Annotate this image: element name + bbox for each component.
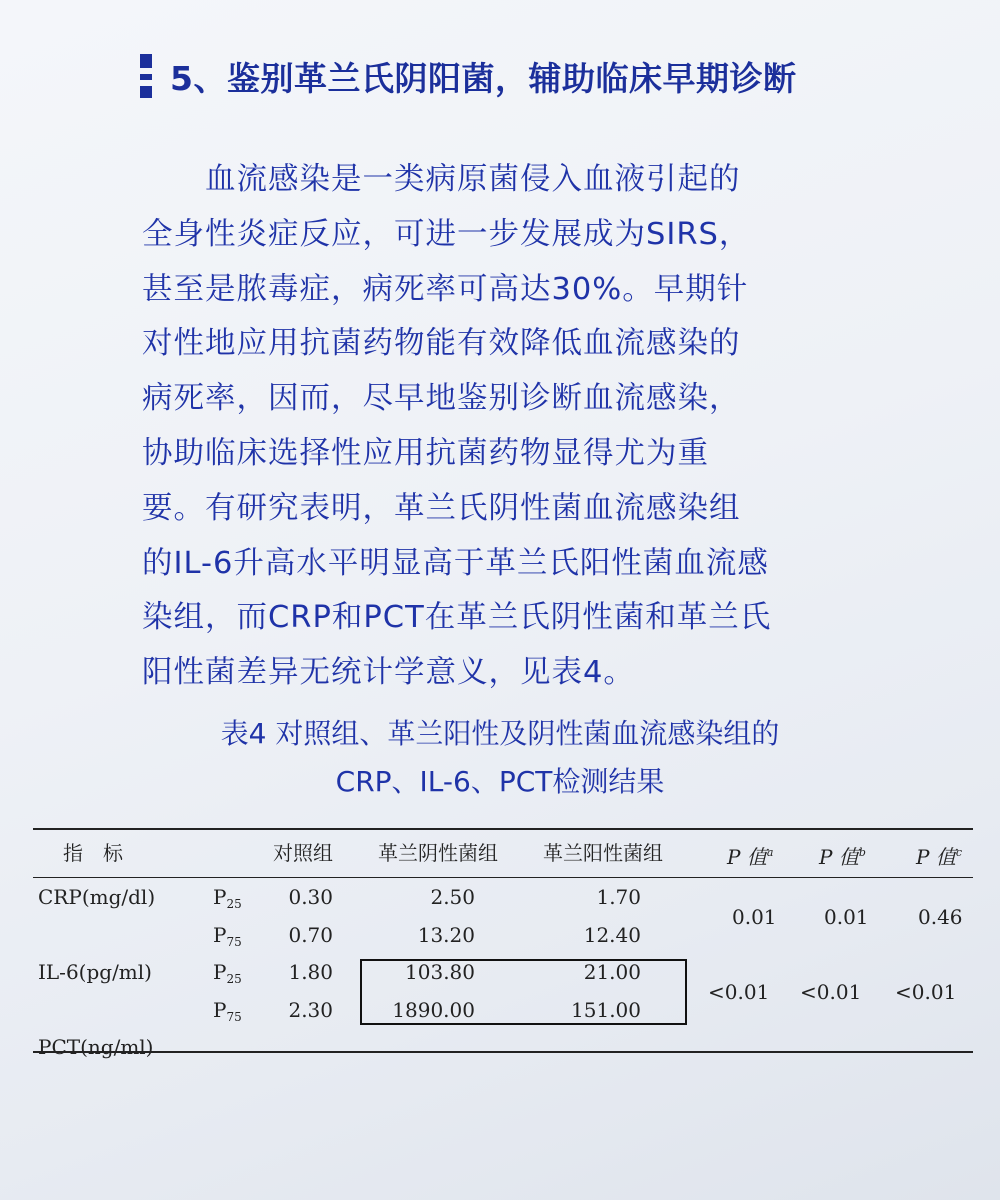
table-cell: 21.00 <box>583 960 641 984</box>
paragraph-line: 要。有研究表明，革兰氏阴性菌血流感染组 <box>142 490 741 526</box>
table-cell: 0.70 <box>288 923 333 947</box>
table-cell: 0.30 <box>288 885 333 909</box>
p-value-a: <0.01 <box>708 980 770 1004</box>
header-negative: 革兰阴性菌组 <box>378 841 498 865</box>
p-value-b: <0.01 <box>800 980 862 1004</box>
header-control: 对照组 <box>273 841 333 865</box>
header-indicator: 指 标 <box>63 841 123 865</box>
header-positive: 革兰阳性菌组 <box>543 841 663 865</box>
paragraph-line: 甚至是脓毒症，病死率可高达30%。早期针 <box>142 271 749 307</box>
paragraph-line: 的IL-6升高水平明显高于革兰氏阳性菌血流感 <box>142 545 769 581</box>
section-heading <box>140 48 796 104</box>
paragraph-line: 病死率，因而，尽早地鉴别诊断血流感染， <box>142 381 741 417</box>
paragraph-line: 全身性炎症反应，可进一步发展成为SIRS， <box>142 216 751 252</box>
p-value-c: <0.01 <box>895 980 957 1004</box>
table-cell: 103.80 <box>405 960 475 984</box>
percentile-label: $P_{75}$ <box>213 923 242 949</box>
header-p-c-sup: c <box>955 846 962 859</box>
paragraph-line: 血流感染是一类病原菌侵入血液引起的 <box>142 162 741 197</box>
table-cell: 2.50 <box>430 885 475 909</box>
table-top-rule <box>33 828 973 830</box>
table-cell: 1.80 <box>288 960 333 984</box>
header-p-b-sup: b <box>858 846 866 859</box>
heading-bullet-icon <box>140 54 152 98</box>
table-cell: 12.40 <box>583 923 641 947</box>
paragraph-line: 对性地应用抗菌药物能有效降低血流感染的 <box>142 326 741 362</box>
header-p-c-text: P 值 <box>916 845 956 869</box>
header-p-a-text: P 值 <box>727 845 767 869</box>
percentile-label: $P_{25}$ <box>213 960 242 986</box>
paragraph-line: 染组，而CRP和PCT在革兰氏阴性菌和革兰氏 <box>142 600 772 636</box>
paragraph-line: 阳性菌差异无统计学意义，见表4。 <box>142 655 635 691</box>
percentile-label: $P_{75}$ <box>213 998 242 1024</box>
p-value-c: 0.46 <box>918 905 963 929</box>
row-indicator-crp: CRP(mg/dl) <box>38 885 156 909</box>
row-indicator-pct: PCT(ng/ml) <box>38 1035 154 1059</box>
table-cell: 13.20 <box>417 923 475 947</box>
table-cell: 1.70 <box>596 885 641 909</box>
header-p-b-text: P 值 <box>819 845 859 869</box>
table-cell: 151.00 <box>571 998 641 1022</box>
p-value-b: 0.01 <box>824 905 869 929</box>
section-heading-text: 5、鉴别革兰氏阴阳菌，辅助临床早期诊断 <box>170 58 797 98</box>
header-p-value-a <box>727 841 773 869</box>
p-value-a: 0.01 <box>732 905 777 929</box>
table-caption-line1: 表4 对照组、革兰阳性及阴性菌血流感染组的 <box>220 717 780 750</box>
header-p-value-b <box>819 841 866 869</box>
body-paragraph <box>142 153 858 701</box>
header-p-value-c <box>916 841 962 869</box>
results-table <box>33 828 973 1053</box>
header-p-a-sup: a <box>766 846 774 859</box>
table-cell: 1890.00 <box>392 998 475 1022</box>
highlight-box <box>360 959 687 1025</box>
table-header-rule <box>33 877 973 878</box>
table-caption-line2: CRP、IL-6、PCT检测结果 <box>335 765 665 798</box>
paragraph-line: 协助临床选择性应用抗菌药物显得尤为重 <box>142 435 709 471</box>
row-indicator-il6: IL-6(pg/ml) <box>38 960 152 984</box>
percentile-label: $P_{25}$ <box>213 885 242 911</box>
table-bottom-rule <box>33 1051 973 1053</box>
table-cell: 2.30 <box>288 998 333 1022</box>
